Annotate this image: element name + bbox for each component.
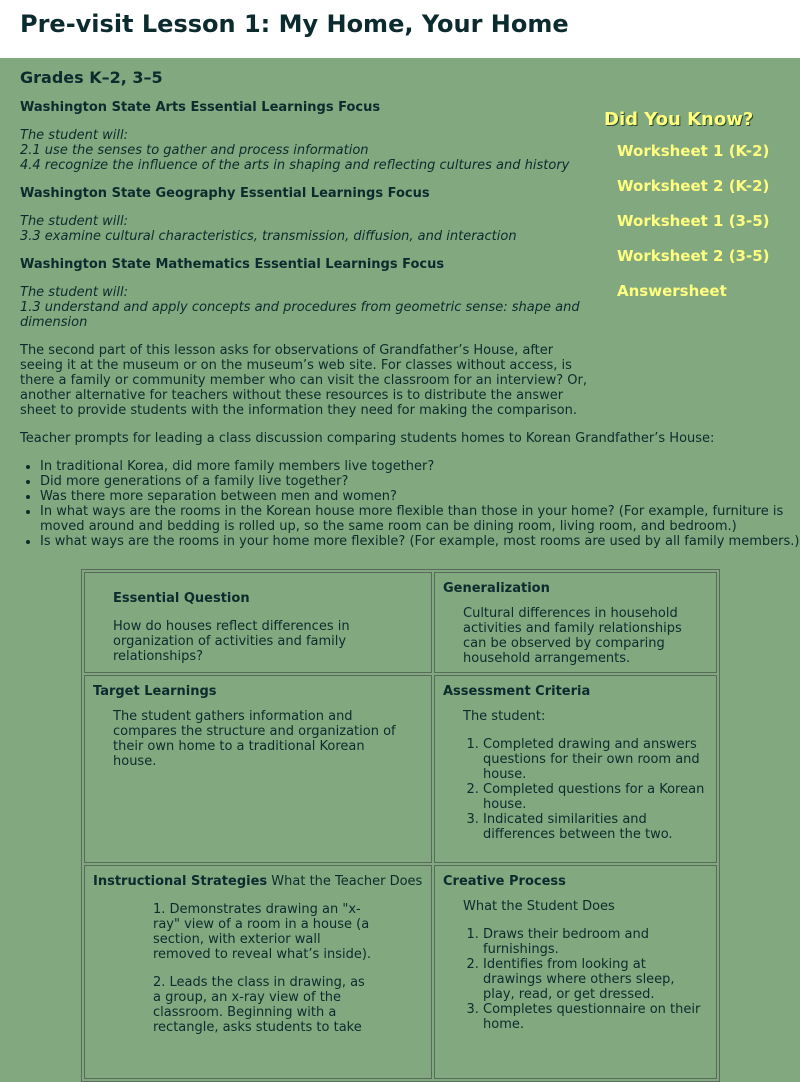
lesson-table: [81, 569, 720, 1082]
intro-paragraph: The second part of this lesson asks for observations of Grandfather’s House, after seeing it at the museum or on the museum’s web site. For classes without access, is there a family or community member who can visit the classroom for an interview? Or, another alternative for teachers without these resources is to distribute the answer sheet to provide students with the information they need for making the comparison.: [20, 343, 587, 418]
focus-lead: The student will:: [20, 214, 128, 229]
list-item: • In traditional Korea, did more family members live together?: [40, 459, 800, 474]
creative-process-cell: [434, 865, 717, 1079]
focus-body-math: [20, 285, 590, 330]
focus-lead: The student will:: [20, 285, 128, 300]
essential-question-title: Essential Question: [113, 591, 250, 606]
worksheet-1-35-link[interactable]: Worksheet 1 (3-5): [617, 212, 770, 230]
list-item: 1. Completed drawing and answers questions for their own room and house.: [483, 737, 708, 782]
table-row: [84, 572, 717, 673]
focus-title-math: Washington State Mathematics Essential Learnings Focus: [20, 257, 445, 272]
list-item: 3. Indicated similarities and differences between the two.: [483, 812, 708, 842]
generalization-cell: [434, 572, 717, 673]
assessment-title: Assessment Criteria: [443, 684, 591, 699]
instructional-strategies-cell: [84, 865, 432, 1079]
assessment-lead: The student:: [463, 709, 546, 724]
assessment-cell: [434, 675, 717, 863]
grades-heading: Grades K–2, 3–5: [20, 68, 163, 87]
instructional-heading: [93, 874, 423, 889]
essential-question-cell: [84, 572, 432, 673]
list-item: • Did more generations of a family live together?: [40, 474, 800, 489]
table-row: [84, 675, 717, 863]
focus-title-geography: Washington State Geography Essential Learnings Focus: [20, 186, 430, 201]
creative-title: Creative Process: [443, 874, 566, 889]
creative-list: [463, 927, 708, 1032]
focus-body-arts: [20, 128, 590, 173]
focus-item: 1.3 understand and apply concepts and procedures from geometric sense: shape and dimension: [20, 300, 580, 330]
focus-body-geography: [20, 214, 590, 244]
target-learnings-cell: [84, 675, 432, 863]
target-learnings-title: Target Learnings: [93, 684, 217, 699]
list-item: • In what ways are the rooms in the Korean house more flexible than those in your home? (For example, furniture is moved around and bedding is rolled up, so the same room can be dining room, living room, and bedroom.): [40, 504, 800, 534]
focus-item: 4.4 recognize the influence of the arts in shaping and reflecting cultures and history: [20, 158, 570, 173]
worksheet-1-k2-link[interactable]: Worksheet 1 (K-2): [617, 142, 770, 160]
list-item: 2. Identifies from looking at drawings where others sleep, play, read, or get dressed.: [483, 957, 708, 1002]
answersheet-link[interactable]: Answersheet: [617, 282, 727, 300]
prompt-list: [20, 459, 800, 549]
list-item: • Is what ways are the rooms in your home more flexible? (For example, most rooms are used by all family members.): [40, 534, 800, 549]
instructional-step: 2. Leads the class in drawing, as a group, an x-ray view of the classroom. Beginning with a rectangle, asks students to take: [153, 975, 365, 1035]
page-header: [0, 0, 800, 58]
list-item: 3. Completes questionnaire on their home.: [483, 1002, 708, 1032]
list-item: • Was there more separation between men and women?: [40, 489, 800, 504]
target-learnings-body: The student gathers information and compares the structure and organization of their own home to a traditional Korean house.: [113, 709, 396, 769]
list-item: 2. Completed questions for a Korean house.: [483, 782, 708, 812]
instructional-title: Instructional Strategies: [93, 874, 268, 889]
instructional-step: 1. Demonstrates drawing an "x-ray" view of a room in a house (a section, with exterior wall removed to reveal what’s inside).: [153, 902, 372, 962]
table-row: [84, 865, 717, 1079]
assessment-list: [463, 737, 708, 842]
generalization-title: Generalization: [443, 581, 550, 596]
focus-title-arts: Washington State Arts Essential Learnings Focus: [20, 100, 381, 115]
generalization-body: Cultural differences in household activities and family relationships can be observed by comparing household arrangements.: [463, 606, 682, 666]
focus-lead: The student will:: [20, 128, 128, 143]
creative-lead: What the Student Does: [463, 899, 615, 914]
focus-item: 3.3 examine cultural characteristics, transmission, diffusion, and interaction: [20, 229, 517, 244]
worksheet-2-35-link[interactable]: Worksheet 2 (3-5): [617, 247, 770, 265]
essential-question-body: How do houses reflect differences in organization of activities and family relationships?: [113, 619, 350, 664]
page-title: Pre-visit Lesson 1: My Home, Your Home: [20, 10, 569, 38]
worksheet-2-k2-link[interactable]: Worksheet 2 (K-2): [617, 177, 770, 195]
list-item: 1. Draws their bedroom and furnishings.: [483, 927, 708, 957]
instructional-subtitle: What the Teacher Does: [271, 874, 423, 889]
focus-item: 2.1 use the senses to gather and process information: [20, 143, 369, 158]
prompt-lead: Teacher prompts for leading a class discussion comparing students homes to Korean Grandfather’s House:: [20, 431, 715, 446]
sidebar: [602, 108, 782, 317]
focus-section: [20, 100, 590, 330]
did-you-know-heading: Did You Know?: [604, 109, 754, 130]
